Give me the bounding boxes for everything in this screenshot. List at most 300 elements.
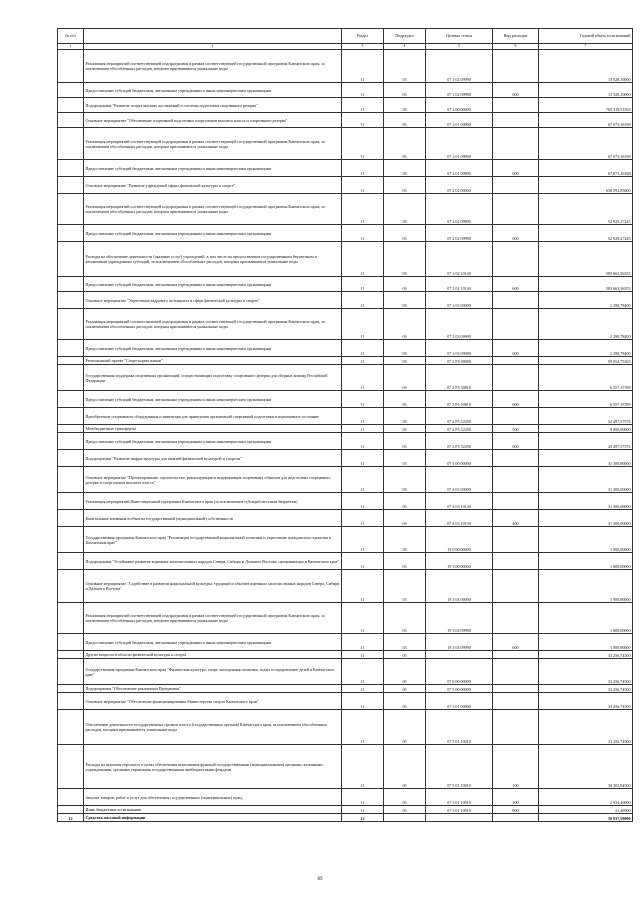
row-description-cell: Предоставление субсидий бюджетным, автономным учреждениям и иным некоммерческим организациям [84, 277, 342, 292]
row-podrazdel-cell: 03 [384, 194, 426, 225]
table-row [58, 685, 633, 693]
table-row [58, 83, 633, 98]
row-expense-type-cell [493, 242, 539, 277]
row-razdel-cell: 11 [342, 177, 384, 194]
table-header-row [58, 29, 633, 44]
row-target-article-cell: 07 2 02 10140 [426, 277, 493, 292]
row-number-cell [58, 83, 84, 98]
row-target-article-cell: 07 5 01 10010 [426, 789, 493, 806]
row-target-article-cell: 07 2 01 09990 [426, 128, 493, 160]
row-razdel-cell: 11 [342, 425, 384, 433]
row-razdel-cell: 11 [342, 789, 384, 806]
row-target-article-cell: 07 2 P5 52290 [426, 408, 493, 425]
row-expense-type-cell: 600 [493, 391, 539, 408]
row-number-cell [58, 693, 84, 710]
row-description-cell: Расходы на обеспечение деятельности (оказание услуг) учреждений, в том числе на предоставление государственным бюджетным и автономным учреждениям субсидий, за исключением обособленных расходов, которым присваиваются уникальные коды [84, 242, 342, 277]
row-description-cell: Основное мероприятие "Укрепление кадрового потенциала в сфере физической культуры и спорта" [84, 292, 342, 309]
row-expense-type-cell [493, 128, 539, 160]
row-description-cell: Обеспечение деятельности государственных органов власти (государственных органов) Камчатского края, за исключением обособленных расходов, которым присваиваются уникальные коды [84, 710, 342, 745]
row-podrazdel-cell: 03 [384, 292, 426, 309]
row-target-article-cell: 07 2 03 00000 [426, 292, 493, 309]
row-number-cell [58, 651, 84, 659]
row-expense-type-cell [493, 292, 539, 309]
row-amount-cell: 59 054,75365 [539, 357, 633, 365]
row-number-cell [58, 553, 84, 570]
row-amount-cell: 52 929,27245 [539, 225, 633, 242]
row-description-cell: Региональный проект "Спорт-норма жизни" [84, 357, 342, 365]
table-row [58, 408, 633, 425]
table-row [58, 450, 633, 467]
row-description-cell: Государственная программа Камчатского края "Реализация государственной национальной политики и укрепление гражданского единства в Камчатском крае" [84, 527, 342, 553]
budget-table [57, 28, 633, 822]
row-expense-type-cell [493, 357, 539, 365]
row-number-cell [58, 50, 84, 83]
row-podrazdel-cell: 05 [384, 806, 426, 814]
col-number: 5 [426, 44, 493, 50]
row-razdel-cell: 11 [342, 194, 384, 225]
row-podrazdel-cell: 05 [384, 659, 426, 685]
row-amount-cell: 33 256,74500 [539, 651, 633, 659]
row-description-cell: Подпрограмма "Обеспечение реализации Программы" [84, 685, 342, 693]
budget-sheet [57, 28, 631, 822]
row-description-cell: Предоставление субсидий бюджетным, автономным учреждениям и иным некоммерческим организациям [84, 83, 342, 98]
row-podrazdel-cell: 03 [384, 177, 426, 194]
row-expense-type-cell: 200 [493, 789, 539, 806]
table-row [58, 277, 633, 292]
row-amount-cell: 52 929,27245 [539, 194, 633, 225]
row-target-article-cell: 07 2 02 00000 [426, 177, 493, 194]
row-description-cell: Реализация мероприятий соответствующей подпрограммы в рамках соответствующей государственной программы Камчатского края, за исключением обособленных расходов, которым присваиваются уникальные коды [84, 603, 342, 634]
row-amount-cell: 1 900,00000 [539, 527, 633, 553]
row-description-cell: Реализация мероприятий соответствующей подпрограммы в рамках соответствующей государственной программы Камчатского края, за исключением обособленных расходов, которым присваиваются уникальные коды [84, 50, 342, 83]
row-description-cell: Предоставление субсидий бюджетным, автономным учреждениям и иным некоммерческим организациям [84, 225, 342, 242]
row-number-cell [58, 194, 84, 225]
row-razdel-cell: 11 [342, 685, 384, 693]
col-number: 1 [58, 44, 84, 50]
row-podrazdel-cell: 03 [384, 98, 426, 113]
row-description-cell: Средства массовой информации [84, 814, 342, 822]
row-description-cell: Подпрограмма "Устойчивое развитие коренных малочисленных народов Севера, Сибири и Дальнего Востока, проживающих в Камчатском крае" [84, 553, 342, 570]
row-razdel-cell: 11 [342, 553, 384, 570]
row-razdel-cell: 11 [342, 113, 384, 128]
row-target-article-cell: 07 2 P5 52290 [426, 433, 493, 450]
row-podrazdel-cell: 03 [384, 225, 426, 242]
col-header-expense-type: Вид расходов [493, 29, 539, 44]
row-description-cell: Государственная программа Камчатского края "Физическая культура, спорт, молодежная политика, отдых и оздоровление детей в Камчатском крае" [84, 659, 342, 685]
table-row [58, 553, 633, 570]
row-description-cell: Межбюджетные трансферты [84, 425, 342, 433]
row-amount-cell: 30 302,94500 [539, 745, 633, 789]
row-description-cell: Подпрограмма "Развитие инфраструктуры для занятий физической культурой и спортом" [84, 450, 342, 467]
row-description-cell: Предоставление субсидий бюджетным, автономным учреждениям и иным некоммерческим организациям [84, 634, 342, 651]
row-razdel-cell: 11 [342, 242, 384, 277]
row-podrazdel-cell: 03 [384, 277, 426, 292]
row-target-article-cell: 07 2 01 00000 [426, 113, 493, 128]
col-number: 2 [84, 44, 342, 50]
row-number-cell [58, 467, 84, 493]
row-target-article-cell: 07 0 00 00000 [426, 659, 493, 685]
row-expense-type-cell [493, 365, 539, 391]
row-target-article-cell: 07 5 00 00000 [426, 685, 493, 693]
row-expense-type-cell: 600 [493, 225, 539, 242]
row-expense-type-cell [493, 603, 539, 634]
table-row [58, 391, 633, 408]
row-podrazdel-cell: 03 [384, 408, 426, 425]
row-number-cell [58, 433, 84, 450]
row-razdel-cell: 11 [342, 309, 384, 340]
row-amount-cell: 31 300,00000 [539, 450, 633, 467]
row-amount-cell: 636 592,83600 [539, 177, 633, 194]
row-razdel-cell: 11 [342, 493, 384, 510]
row-target-article-cell: 07 2 02 10140 [426, 242, 493, 277]
col-header-target-article: Целевая статья [426, 29, 493, 44]
row-target-article-cell: 19 3 04 00000 [426, 570, 493, 603]
row-target-article-cell: 07 2 P5 00000 [426, 357, 493, 365]
row-target-article-cell: 07 2 01 09990 [426, 160, 493, 177]
row-number-cell [58, 309, 84, 340]
row-number-cell [58, 357, 84, 365]
row-target-article-cell [426, 651, 493, 659]
row-amount-cell: 1 900,00000 [539, 553, 633, 570]
row-target-article-cell: 07 2 P5 50810 [426, 391, 493, 408]
row-number-cell [58, 710, 84, 745]
row-number-cell [58, 340, 84, 357]
row-podrazdel-cell: 05 [384, 685, 426, 693]
row-target-article-cell: 19 3 00 00000 [426, 553, 493, 570]
row-razdel-cell: 11 [342, 160, 384, 177]
row-razdel-cell: 11 [342, 527, 384, 553]
row-target-article-cell: 07 2 02 09990 [426, 194, 493, 225]
row-target-article-cell: 07 2 03 09990 [426, 309, 493, 340]
row-amount-cell: 33 256,74500 [539, 693, 633, 710]
row-podrazdel-cell: 03 [384, 50, 426, 83]
row-podrazdel-cell: 03 [384, 527, 426, 553]
table-body [58, 50, 633, 822]
row-razdel-cell: 11 [342, 467, 384, 493]
row-razdel-cell: 11 [342, 450, 384, 467]
row-number-cell [58, 493, 84, 510]
row-podrazdel-cell: 03 [384, 553, 426, 570]
row-razdel-cell: 11 [342, 693, 384, 710]
row-target-article-cell: 19 3 04 09990 [426, 603, 493, 634]
row-expense-type-cell [493, 98, 539, 113]
row-number-cell [58, 292, 84, 309]
table-row [58, 309, 633, 340]
row-razdel-cell: 11 [342, 128, 384, 160]
row-target-article-cell: 19 3 04 09990 [426, 634, 493, 651]
row-razdel-cell: 11 [342, 710, 384, 745]
row-expense-type-cell [493, 693, 539, 710]
row-podrazdel-cell: 03 [384, 128, 426, 160]
row-number-cell [58, 806, 84, 814]
row-number-cell [58, 634, 84, 651]
table-row [58, 177, 633, 194]
row-number-cell [58, 659, 84, 685]
row-podrazdel-cell: 03 [384, 160, 426, 177]
table-row [58, 225, 633, 242]
row-expense-type-cell [493, 814, 539, 822]
row-description-cell: Реализация мероприятий соответствующей подпрограммы в рамках соответствующей государственной программы Камчатского края, за исключением обособленных расходов, которым присваиваются уникальные коды [84, 128, 342, 160]
table-row [58, 745, 633, 789]
row-razdel-cell: 11 [342, 277, 384, 292]
row-razdel-cell: 11 [342, 570, 384, 603]
row-target-article-cell: 07 2 P5 52290 [426, 425, 493, 433]
row-amount-cell: 67 073,16198 [539, 160, 633, 177]
row-amount-cell: 2 934,40000 [539, 789, 633, 806]
row-description-cell: Реализация мероприятий соответствующей подпрограммы в рамках соответствующей государственной программы Камчатского края, за исключением обособленных расходов, которым присваиваются уникальные коды [84, 309, 342, 340]
row-razdel-cell: 11 [342, 634, 384, 651]
table-row [58, 467, 633, 493]
row-description-cell: Основное мероприятие "Обеспечение функционирования Министерства спорта Камчатского края" [84, 693, 342, 710]
row-amount-cell: 13 528,10000 [539, 83, 633, 98]
row-description-cell: Приобретение спортивного оборудования и инвентаря для приведения организаций спортивной подготовки в нормативное состояние [84, 408, 342, 425]
row-expense-type-cell [493, 309, 539, 340]
table-row [58, 433, 633, 450]
row-razdel-cell: 11 [342, 340, 384, 357]
row-expense-type-cell: 600 [493, 634, 539, 651]
row-expense-type-cell: 500 [493, 425, 539, 433]
row-expense-type-cell: 600 [493, 340, 539, 357]
row-podrazdel-cell: 03 [384, 113, 426, 128]
row-podrazdel-cell: 03 [384, 450, 426, 467]
row-expense-type-cell [493, 651, 539, 659]
row-amount-cell: 31 300,00000 [539, 510, 633, 527]
row-number-cell: 12 [58, 814, 84, 822]
table-row [58, 242, 633, 277]
row-razdel-cell: 11 [342, 433, 384, 450]
row-target-article-cell: 07 4 03 10130 [426, 493, 493, 510]
row-podrazdel-cell: 03 [384, 467, 426, 493]
page-number: 89 [317, 877, 323, 882]
col-number: 3 [342, 44, 384, 50]
row-podrazdel-cell: 03 [384, 357, 426, 365]
table-row [58, 425, 633, 433]
row-podrazdel-cell [384, 814, 426, 822]
row-podrazdel-cell: 03 [384, 425, 426, 433]
row-description-cell: Капитальные вложения в объекты государственной (муниципальной) собственности [84, 510, 342, 527]
row-description-cell: Реализация мероприятий Инвестиционной программы Камчатского края (за исключением субсидий местным бюджетам) [84, 493, 342, 510]
row-expense-type-cell [493, 467, 539, 493]
row-amount-cell: 13 528,10000 [539, 50, 633, 83]
table-row [58, 113, 633, 128]
row-expense-type-cell [493, 194, 539, 225]
row-razdel-cell: 11 [342, 292, 384, 309]
row-number-cell [58, 177, 84, 194]
row-number-cell [58, 570, 84, 603]
row-description-cell: Предоставление субсидий бюджетным, автономным учреждениям и иным некоммерческим организациям [84, 391, 342, 408]
row-amount-cell: 33 256,74500 [539, 710, 633, 745]
row-amount-cell: 21,40000 [539, 806, 633, 814]
row-amount-cell: 1 900,00000 [539, 634, 633, 651]
row-podrazdel-cell: 05 [384, 651, 426, 659]
row-description-cell: Предоставление субсидий бюджетным, автономным учреждениям и иным некоммерческим организациям [84, 340, 342, 357]
row-number-cell [58, 225, 84, 242]
row-expense-type-cell [493, 659, 539, 685]
row-target-article-cell: 07 1 02 09990 [426, 83, 493, 98]
row-expense-type-cell [493, 450, 539, 467]
row-podrazdel-cell: 05 [384, 693, 426, 710]
row-razdel-cell: 11 [342, 408, 384, 425]
table-row [58, 806, 633, 814]
row-amount-cell: 33 256,74500 [539, 659, 633, 685]
row-expense-type-cell [493, 685, 539, 693]
row-amount-cell: 9 000,00000 [539, 425, 633, 433]
row-podrazdel-cell: 05 [384, 745, 426, 789]
row-podrazdel-cell: 03 [384, 634, 426, 651]
row-expense-type-cell: 600 [493, 433, 539, 450]
col-header-podrazdel: Подраздел [384, 29, 426, 44]
table-row [58, 651, 633, 659]
row-description-cell: Другие вопросы в области физической культуры и спорта [84, 651, 342, 659]
col-number: 7 [539, 44, 633, 50]
row-number-cell [58, 527, 84, 553]
row-amount-cell: 31 300,00000 [539, 467, 633, 493]
row-razdel-cell: 11 [342, 50, 384, 83]
table-row [58, 357, 633, 365]
row-number-cell [58, 113, 84, 128]
col-header-name [84, 29, 342, 44]
row-number-cell [58, 450, 84, 467]
row-target-article-cell: 07 2 02 09990 [426, 225, 493, 242]
table-row [58, 693, 633, 710]
row-podrazdel-cell: 03 [384, 570, 426, 603]
row-description-cell: Реализация мероприятий соответствующей подпрограммы в рамках соответствующей государственной программы Камчатского края, за исключением обособленных расходов, которым присваиваются уникальные коды [84, 194, 342, 225]
row-expense-type-cell: 100 [493, 745, 539, 789]
row-razdel-cell: 11 [342, 806, 384, 814]
table-row [58, 340, 633, 357]
row-podrazdel-cell: 03 [384, 242, 426, 277]
row-razdel-cell: 12 [342, 814, 384, 822]
row-amount-cell: 583 663,56355 [539, 277, 633, 292]
row-description-cell: Предоставление субсидий бюджетным, автономным учреждениям и иным некоммерческим организациям [84, 160, 342, 177]
row-expense-type-cell [493, 113, 539, 128]
row-target-article-cell: 07 4 00 00000 [426, 450, 493, 467]
row-target-article-cell: 07 2 00 00000 [426, 98, 493, 113]
table-row [58, 160, 633, 177]
row-razdel-cell: 11 [342, 603, 384, 634]
row-description-cell: Подпрограмма "Развитие спорта высших достижений и системы подготовки спортивного резерва" [84, 98, 342, 113]
row-expense-type-cell [493, 177, 539, 194]
table-row [58, 493, 633, 510]
row-razdel-cell: 11 [342, 651, 384, 659]
row-number-cell [58, 408, 84, 425]
row-amount-cell: 765 319,51563 [539, 98, 633, 113]
row-description-cell: Основное мероприятие "Развитие учреждений сферы физической культуры и спорта" [84, 177, 342, 194]
row-expense-type-cell: 600 [493, 277, 539, 292]
col-header-annual-amount: Годовой объем ассигнований [539, 29, 633, 44]
row-number-cell [58, 685, 84, 693]
row-target-article-cell: 07 5 01 10010 [426, 745, 493, 789]
row-expense-type-cell [493, 553, 539, 570]
row-number-cell [58, 128, 84, 160]
row-target-article-cell: 07 1 02 09990 [426, 50, 493, 83]
row-amount-cell: 33 256,74500 [539, 685, 633, 693]
row-podrazdel-cell: 03 [384, 83, 426, 98]
row-number-cell [58, 98, 84, 113]
row-amount-cell: 2 298,78400 [539, 309, 633, 340]
row-amount-cell: 1 900,00000 [539, 570, 633, 603]
row-razdel-cell: 11 [342, 365, 384, 391]
row-expense-type-cell [493, 493, 539, 510]
row-amount-cell: 67 073,16198 [539, 113, 633, 128]
row-amount-cell: 6 557,15789 [539, 391, 633, 408]
row-podrazdel-cell: 03 [384, 365, 426, 391]
row-podrazdel-cell: 03 [384, 309, 426, 340]
row-expense-type-cell [493, 408, 539, 425]
row-razdel-cell: 11 [342, 225, 384, 242]
row-amount-cell: 50 837,59000 [539, 814, 633, 822]
row-expense-type-cell: 800 [493, 806, 539, 814]
row-razdel-cell: 11 [342, 659, 384, 685]
row-target-article-cell: 07 4 03 10130 [426, 510, 493, 527]
row-podrazdel-cell: 05 [384, 789, 426, 806]
row-razdel-cell: 11 [342, 510, 384, 527]
row-number-cell [58, 391, 84, 408]
row-number-cell [58, 242, 84, 277]
row-target-article-cell: 07 2 P5 50810 [426, 365, 493, 391]
row-podrazdel-cell: 03 [384, 510, 426, 527]
table-row [58, 510, 633, 527]
row-number-cell [58, 365, 84, 391]
row-razdel-cell: 11 [342, 83, 384, 98]
row-amount-cell: 2 298,78400 [539, 340, 633, 357]
row-number-cell [58, 425, 84, 433]
row-number-cell [58, 277, 84, 292]
col-number: 6 [493, 44, 539, 50]
row-number-cell [58, 510, 84, 527]
row-description-cell: Основное мероприятие "Проектирование, строительство, реконструкция и модернизация спортивных объектов для подготовки спортивного резерва и спортсменов высшего класса" [84, 467, 342, 493]
row-description-cell: Закупка товаров, работ и услуг для обеспечения государственных (муниципальных) нужд [84, 789, 342, 806]
table-row [58, 527, 633, 553]
row-podrazdel-cell: 05 [384, 710, 426, 745]
row-expense-type-cell: 400 [493, 510, 539, 527]
table-row [58, 789, 633, 806]
row-target-article-cell: 07 4 03 00000 [426, 467, 493, 493]
row-razdel-cell: 11 [342, 98, 384, 113]
row-amount-cell: 1 900,00000 [539, 603, 633, 634]
row-target-article-cell: 19 0 00 00000 [426, 527, 493, 553]
row-expense-type-cell: 600 [493, 160, 539, 177]
table-row [58, 194, 633, 225]
row-podrazdel-cell: 03 [384, 340, 426, 357]
col-header-razdel: Раздел [342, 29, 384, 44]
row-podrazdel-cell: 03 [384, 391, 426, 408]
row-number-cell [58, 789, 84, 806]
row-expense-type-cell: 600 [493, 83, 539, 98]
col-header-number: № п/п [58, 29, 84, 44]
row-razdel-cell: 11 [342, 391, 384, 408]
row-description-cell: Основное мероприятие "Содействие в развитии национальной культуры, традиций и обычаев коренных малочисленных народов Севера, Сибири и Дальнего Востока" [84, 570, 342, 603]
row-amount-cell: 6 557,15789 [539, 365, 633, 391]
table-row [58, 659, 633, 685]
row-description-cell: Иные бюджетные ассигнования [84, 806, 342, 814]
table-row [58, 98, 633, 113]
row-amount-cell: 2 298,78400 [539, 292, 633, 309]
row-expense-type-cell [493, 527, 539, 553]
row-number-cell [58, 160, 84, 177]
row-description-cell: Государственная поддержка спортивных организаций, осуществляющих подготовку спортивного резерва для сборных команд Российской Федерации [84, 365, 342, 391]
row-description-cell: Предоставление субсидий бюджетным, автономным учреждениям и иным некоммерческим организациям [84, 433, 342, 450]
row-target-article-cell: 07 5 01 10010 [426, 710, 493, 745]
row-podrazdel-cell: 03 [384, 433, 426, 450]
table-row [58, 570, 633, 603]
row-razdel-cell: 11 [342, 357, 384, 365]
row-target-article-cell [426, 814, 493, 822]
table-row [58, 634, 633, 651]
row-amount-cell: 52 497,57576 [539, 408, 633, 425]
row-amount-cell: 31 300,00000 [539, 493, 633, 510]
row-amount-cell: 583 663,56355 [539, 242, 633, 277]
